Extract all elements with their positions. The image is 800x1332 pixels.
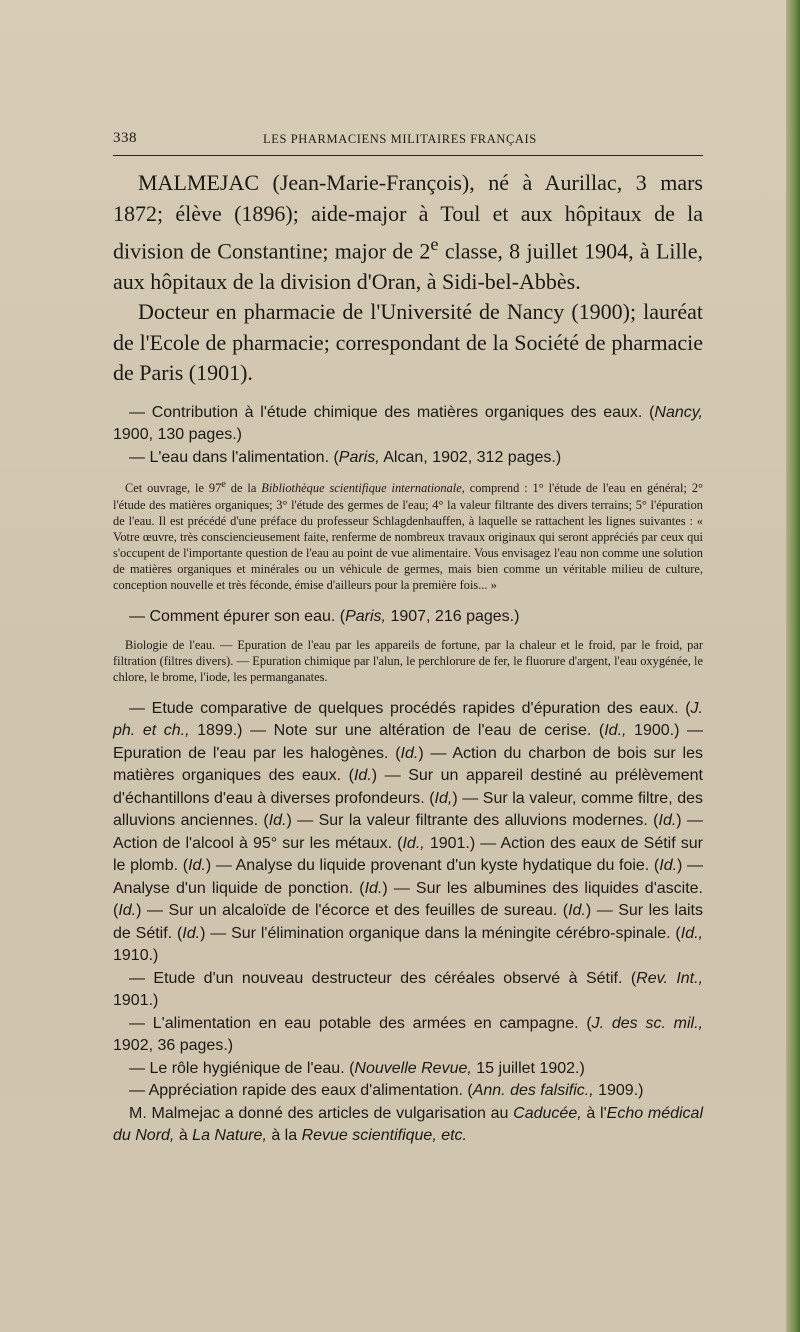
work-entry: — Contribution à l'étude chimique des matières organiques des eaux. (Nancy, 1900, 130 pages.) bbox=[113, 403, 703, 444]
work-entry: — Comment épurer son eau. (Paris, 1907, 216 pages.) bbox=[129, 608, 520, 626]
degrees-paragraph: Docteur en pharmacie de l'Université de Nancy (1900); lauréat de l'Ecole de pharmacie; correspondant de la Société de pharmacie de Paris (1901). bbox=[113, 299, 703, 386]
work-entry: — L'eau dans l'alimentation. (Paris, Alcan, 1902, 312 pages.) bbox=[129, 448, 562, 466]
work-note: Biologie de l'eau. — Epuration de l'eau par les appareils de fortune, par la chaleur et le froid, par le froid, par filtration (filtres divers). — Epuration chimique par l'alun, le perchlorure de fer, le fluorure d'argent, l'eau oxygénée, le chlore, le brome, l'iode, les permanganates. bbox=[113, 637, 703, 684]
person-name: MALMEJAC (Jean-Marie-François) bbox=[138, 170, 470, 195]
closing-paragraph: M. Malmejac a donné des articles de vulgarisation au Caducée, à l'Echo médical du Nord, à La Nature, à la Revue scientifique, etc. bbox=[113, 1104, 703, 1145]
work-entry: — Appréciation rapide des eaux d'alimentation. (Ann. des falsific., 1909.) bbox=[129, 1082, 644, 1100]
work-entry: — Etude comparative de quelques procédés rapides d'épuration des eaux. (J. ph. et ch., 1899.) — Note sur une altération de l'eau de cerise. (Id., 1900.) — Epuration de l'eau par les halogènes. (Id.) — Action du charbon de bois sur les matières organiques des eaux. (Id.) — Sur un appareil destiné au prélèvement d'échantillons d'eau à diverses profondeurs. (Id,) — Sur la valeur, comme filtre, des alluvions anciennes. (Id.) — Sur la valeur filtrante des alluvions modernes. (Id.) — Action de l'alcool à 95° sur les métaux. (Id., 1901.) — Action des eaux de Sétif sur le plomb. (Id.) — Analyse du liquide provenant d'un kyste hydatique du foie. (Id.) — Analyse d'un liquide de ponction. (Id.) — Sur les albumines des liquides d'ascite. (Id.) — Sur un alcaloïde de l'écorce et des feuilles de sureau. (Id.) — Sur les laits de Sétif. (Id.) — Sur l'élimination organique dans la méningite cérébro-spinale. (Id., 1910.) bbox=[113, 699, 704, 965]
work-entry: — Etude d'un nouveau destructeur des céréales observé à Sétif. (Rev. Int., 1901.) bbox=[113, 969, 703, 1010]
page-body bbox=[113, 168, 703, 1148]
running-title: LES PHARMACIENS MILITAIRES FRANÇAIS bbox=[263, 132, 537, 146]
biography-paragraph: MALMEJAC (Jean-Marie-François), né à Aurillac, 3 mars 1872; élève (1896); aide-major à Toul et aux hôpitaux de la division de Constantine; major de 2e classe, 8 juillet 1904, à Lille, aux hôpitaux de la division d'Oran, à Sidi-bel-Abbès. bbox=[113, 170, 703, 294]
work-entry: — Le rôle hygiénique de l'eau. (Nouvelle Revue, 15 juillet 1902.) bbox=[129, 1059, 585, 1077]
work-note: Cet ouvrage, le 97e de la Bibliothèque scientifique internationale, comprend : 1° l'étude de l'eau en général; 2° l'étude des matières organiques; 3° l'étude des germes de l'eau; 4° la valeur filtrante des divers terrains; 5° l'épuration de l'eau. Il est précédé d'une préface du professeur Schlagdenhauffen, à laquelle se rattachent les lignes suivantes : « Votre œuvre, très consciencieusement faite, renferme de nombreux travaux originaux qui seront appréciés par ceux qui s'occupent de l'importante question de l'eau au point de vue alimentaire. Vous envisagez l'eau non comme une solution de matières organiques et minérales ou un véhicule de germes, mais bien comme un véritable milieu de culture, conception nouvelle et très féconde, émise d'ailleurs pour la première fois... » bbox=[113, 479, 703, 593]
work-entry: — L'alimentation en eau potable des armées en campagne. (J. des sc. mil., 1902, 36 pages.) bbox=[113, 1014, 704, 1055]
page-number: 338 bbox=[113, 130, 137, 146]
header-rule bbox=[113, 155, 703, 156]
page-header bbox=[113, 124, 703, 154]
page-edge bbox=[786, 0, 800, 1332]
